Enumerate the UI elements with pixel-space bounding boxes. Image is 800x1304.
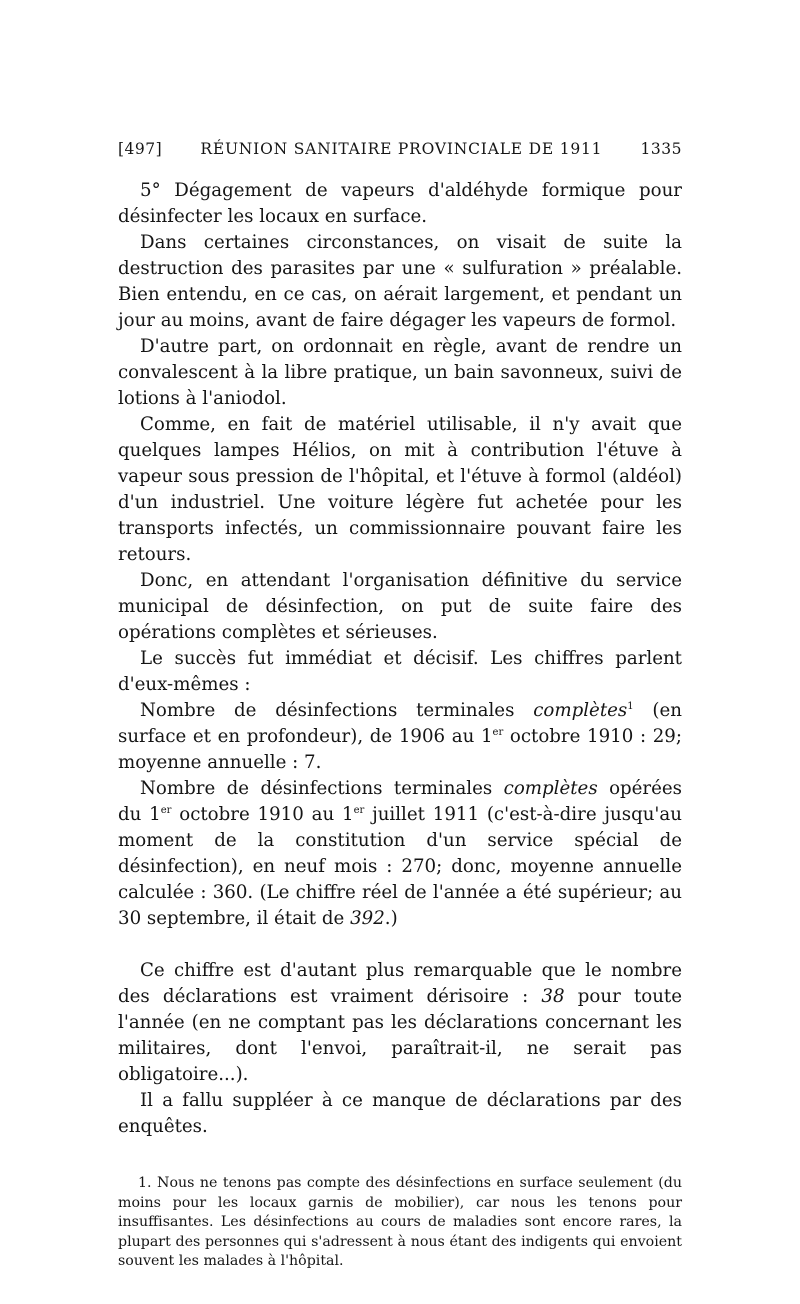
paragraph-sulfuration: Dans certaines circonstances, on visait de suite la destruction des parasites par une « sulfuration » préalable. Bien entendu, en ce cas, on aérait largement, et pendant un jour au moins, avant de faire dégager les vapeurs de formol. [118, 232, 682, 331]
text-segment: Nombre de désinfections terminales [140, 700, 534, 721]
ordinal-suffix: er [353, 804, 365, 816]
ordinal-suffix: er [160, 804, 172, 816]
paragraph-convalescent: D'autre part, on ordonnait en règle, avant de rendre un convalescent à la libre pratique, un bain savonneux, suivi de lotions à l'aniodol. [118, 336, 682, 409]
running-title: RÉUNION SANITAIRE PROVINCIALE DE 1911 [200, 140, 603, 158]
paragraph-materiel: Comme, en fait de matériel utilisable, il n'y avait que quelques lampes Hélios, on mit à contribution l'étuve à vapeur sous pression de l'hôpital, et l'étuve à formol (aldéol) d'un industriel. Une voiture légère fut achetée pour les transports infectés, un commissionnaire pouvant faire les retours. [118, 414, 682, 565]
text-segment: opérées du 1 [118, 778, 682, 825]
paragraph-item-5: 5° Dégagement de vapeurs d'aldéhyde formique pour désinfecter les locaux en surface. [118, 180, 682, 227]
ordinal-suffix: er [492, 726, 504, 738]
text-segment: Nombre de désinfections terminales [140, 778, 504, 799]
footnotes-section [118, 1174, 682, 1272]
footnote-1: 1. Nous ne tenons pas compte des désinfections en surface seulement (du moins pour les locaux garnis de mobilier), car nous les tenons pour insuffisantes. Les désinfections au cours de maladies sont encore rares, la plupart des personnes qui s'adressent à nous étant des indigents qui envoient souvent les malades à l'hôpital. [118, 1175, 682, 1269]
paragraph-gap [118, 932, 682, 958]
paragraph-enquetes: Il a fallu suppléer à ce manque de déclarations par des enquêtes. [118, 1090, 682, 1137]
text-segment: .) [384, 908, 398, 929]
paragraph-stats-1910-1911 [118, 776, 682, 932]
italic-term: complètes [533, 700, 628, 721]
footnote-marker: 1 [627, 700, 634, 712]
text-segment: (en surface et en profondeur), de 1906 au 1 [118, 700, 682, 747]
paragraph-declarations [118, 958, 682, 1088]
text-segment: pour toute l'année (en ne comptant pas les déclarations concernant les militaires, dont l'envoi, paraîtrait-il, ne serait pas obligatoire...). [118, 986, 682, 1085]
italic-figure: 392 [350, 908, 385, 929]
paragraph-stats-1906-1910 [118, 698, 682, 776]
paragraph-succes: Le succès fut immédiat et décisif. Les chiffres parlent d'eux-mêmes : [118, 648, 682, 695]
book-page [118, 140, 682, 1272]
running-header [118, 140, 682, 158]
paragraph-service-municipal: Donc, en attendant l'organisation définitive du service municipal de désinfection, on put de suite faire des opérations complètes et sérieuses. [118, 570, 682, 643]
italic-figure: 38 [541, 986, 565, 1007]
text-segment: octobre 1910 : 29; moyenne annuelle : 7. [118, 726, 682, 773]
text-segment: juillet 1911 (c'est-à-dire jusqu'au moment de la constitution d'un service spécial de désinfection), en neuf mois : 270; donc, moyenne annuelle calculée : 360. (Le chiffre réel de l'année a été supérieur; au 30 septembre, il était de [118, 804, 682, 929]
text-segment: octobre 1910 au 1 [171, 804, 354, 825]
page-reference: [497] [118, 140, 163, 158]
italic-term: complètes [503, 778, 598, 799]
text-segment: Ce chiffre est d'autant plus remarquable que le nombre des déclarations est vraiment dérisoire : [118, 960, 682, 1007]
page-number: 1335 [640, 140, 682, 158]
